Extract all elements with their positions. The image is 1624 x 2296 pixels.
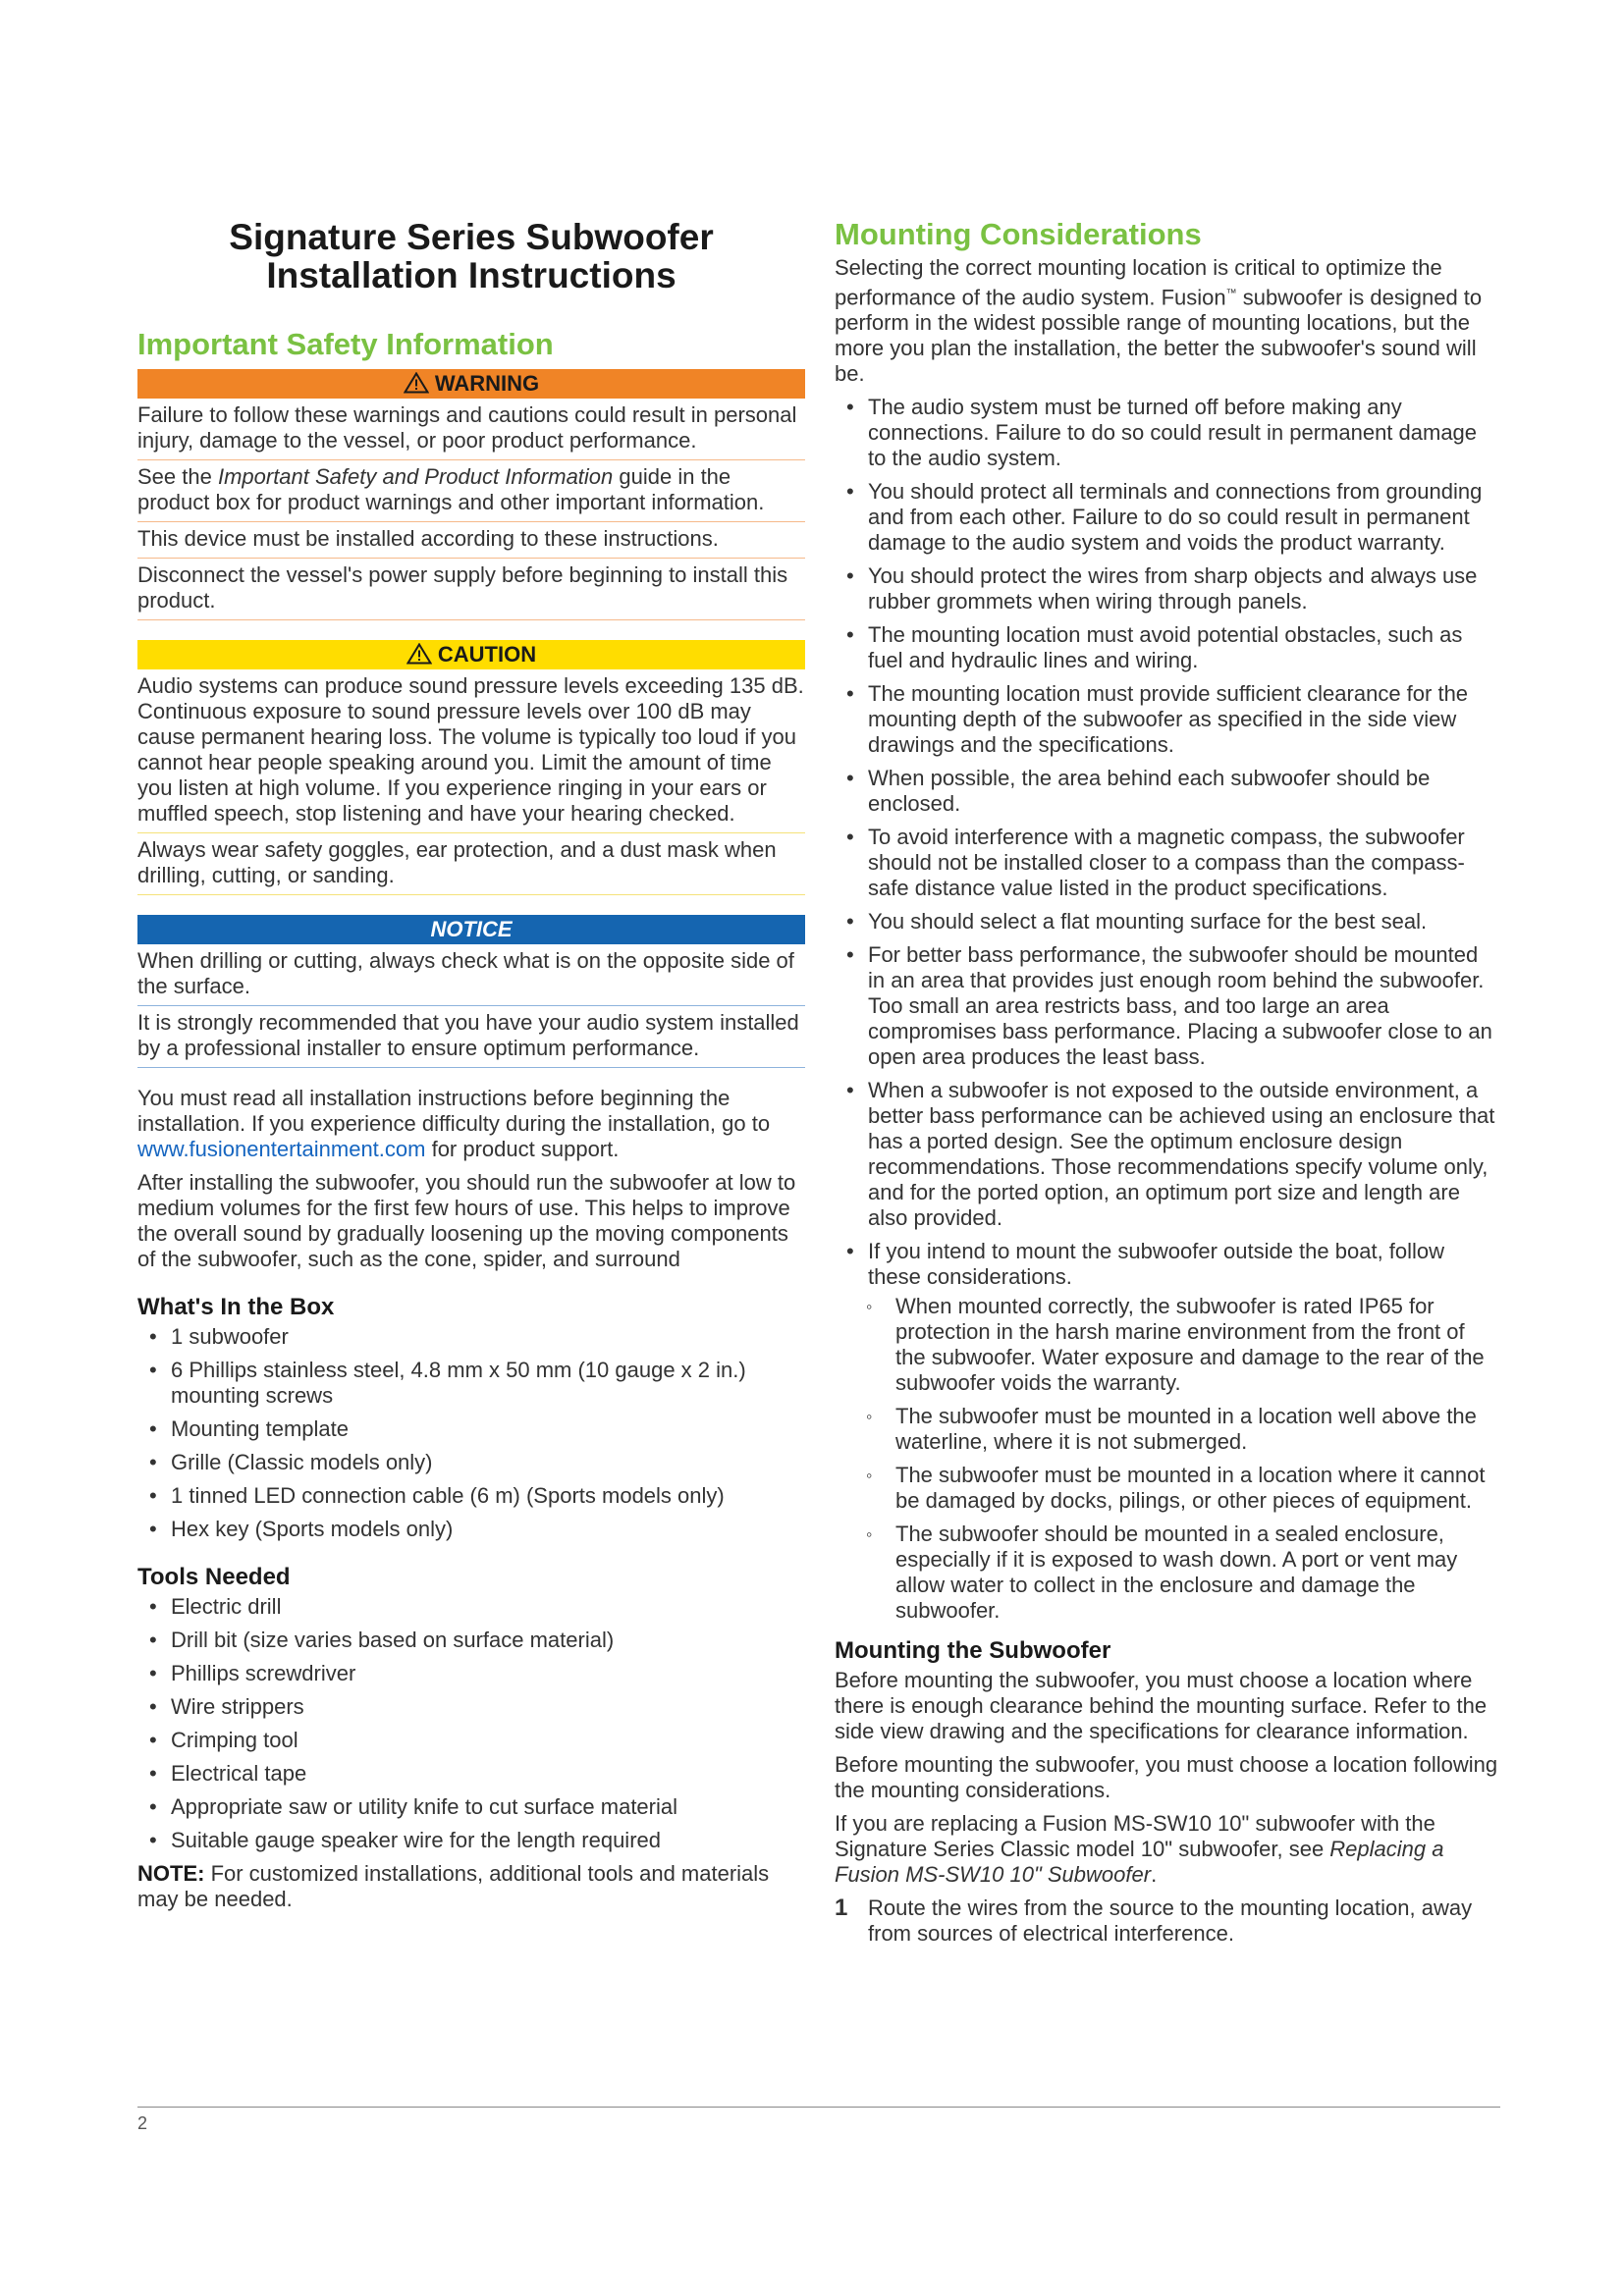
replacement-paragraph: If you are replacing a Fusion MS-SW10 10" subwoofer with the Signature Series Classic model 10" subwoofer, see Replacing a Fusion MS-SW10 10" Subwoofer.	[835, 1811, 1444, 1888]
tools-heading: Tools Needed	[137, 1564, 291, 1590]
caution-triangle-icon	[406, 643, 432, 665]
list-item: • Appropriate saw or utility knife to cut surface material	[149, 1794, 678, 1819]
right-column	[835, 218, 1500, 1947]
notice-block	[137, 915, 805, 1068]
caution-block	[137, 640, 805, 895]
notice-banner: NOTICE	[137, 915, 805, 944]
guide-prefix: See the	[137, 464, 218, 489]
note-label: NOTE:	[137, 1861, 205, 1886]
trademark-symbol: ™	[1225, 288, 1237, 299]
warning-triangle-icon	[404, 372, 429, 394]
list-item: • When possible, the area behind each subwoofer should be enclosed.	[846, 766, 1431, 817]
guide-title: Important Safety and Product Information	[217, 464, 614, 489]
tools-list	[137, 1594, 805, 1853]
caution-label: CAUTION	[437, 642, 537, 667]
list-item: • The audio system must be turned off before making any connections. Failure to do so could result in permanent damage to the audio system.	[846, 395, 1478, 471]
list-item: • Crimping tool	[149, 1728, 298, 1752]
list-item: • 1 tinned LED connection cable (6 m) (Sports models only)	[149, 1483, 725, 1508]
caution-banner	[137, 640, 805, 669]
warning-label: WARNING	[434, 371, 540, 396]
left-column	[137, 218, 805, 1920]
warning-item: This device must be installed according to these instructions.	[137, 522, 805, 559]
break-in-paragraph: After installing the subwoofer, you should run the subwoofer at low to medium volumes for the first few hours of use. This helps to improve the overall sound by gradually loosening up the moving components of the subwoofer, such as the cone, spider, and surround	[137, 1170, 796, 1271]
warning-item: Failure to follow these warnings and cautions could result in personal injury, damage to the vessel, or poor product performance.	[137, 399, 805, 460]
mounting-intro: Selecting the correct mounting location is critical to optimize the performance of the audio system. Fusion™ subwoofer is designed to perform in the widest possible range of mounting locations, but the more you plan the installation, the better the subwoofer's sound will be.	[835, 255, 1483, 387]
list-item: • Wire strippers	[149, 1694, 304, 1719]
list-item: • 6 Phillips stainless steel, 4.8 mm x 50 mm (10 gauge x 2 in.) mounting screws	[149, 1358, 746, 1408]
warning-item: Disconnect the vessel's power supply before beginning to install this product.	[137, 559, 805, 620]
warning-item-guide	[137, 460, 805, 522]
sub-list-item: ◦ The subwoofer should be mounted in a sealed enclosure, especially if it is exposed to wash down. A port or vent may allow water to collect in the enclosure and damage the subwoofer.	[866, 1522, 1458, 1624]
list-item: • Electric drill	[149, 1594, 282, 1619]
mounting-considerations-list	[835, 395, 1500, 1624]
list-item: • The mounting location must provide sufficient clearance for the mounting depth of the subwoofer as specified in the side view drawings and the specifications.	[846, 681, 1469, 758]
warning-banner	[137, 369, 805, 399]
notice-item: It is strongly recommended that you have your audio system installed by a professional installer to ensure optimum performance.	[137, 1006, 805, 1068]
mounting-paragraph: Before mounting the subwoofer, you must choose a location where there is enough clearance behind the mounting surface. Refer to the side view drawing and the specifications for clearance information.	[835, 1668, 1488, 1744]
read-instructions-paragraph	[137, 1086, 805, 1162]
outside-considerations-list	[835, 1294, 1500, 1624]
list-item: • 1 subwoofer	[149, 1324, 289, 1349]
list-item: • To avoid interference with a magnetic compass, the subwoofer should not be installed closer to a compass than the compass-safe distance value listed in the product specifications.	[846, 825, 1465, 901]
tools-note	[137, 1861, 805, 1912]
sub-list-item: ◦ When mounted correctly, the subwoofer is rated IP65 for protection in the harsh marine environment from the front of the subwoofer. Water exposure and damage to the rear of the subwoofer voids the warranty.	[866, 1294, 1485, 1396]
list-item: • When a subwoofer is not exposed to the outside environment, a better bass performance can be achieved using an enclosure that has a ported design. See the optimum enclosure design recommendations. Those recommendations specify volume only, and for the ported option, an optimum port size and length are also provided.	[846, 1078, 1495, 1231]
list-item: • For better bass performance, the subwoofer should be mounted in an area that provides just enough room behind the subwoofer. Too small an area restricts bass, and too large an area compromises bass performance. Placing a subwoofer close to an open area produces the least bass.	[846, 942, 1492, 1070]
list-item: • Phillips screwdriver	[149, 1661, 356, 1685]
list-item: • Mounting template	[149, 1416, 349, 1441]
step-text: Route the wires from the source to the mounting location, away from sources of electrical interference.	[868, 1896, 1473, 1947]
title-line-1: Signature Series Subwoofer	[229, 217, 714, 257]
caution-item: Audio systems can produce sound pressure levels exceeding 135 dB. Continuous exposure to sound pressure levels over 100 dB may cause permanent hearing loss. The volume is typically too loud if you cannot hear people speaking around you. Limit the amount of time you listen at high volume. If you experience ringing in your ears or muffled speech, stop listening and have your hearing checked.	[137, 669, 805, 833]
list-item: • Grille (Classic models only)	[149, 1450, 433, 1474]
list-item: • Suitable gauge speaker wire for the length required	[149, 1828, 661, 1852]
list-item: • Hex key (Sports models only)	[149, 1517, 454, 1541]
mounting-considerations-heading: Mounting Considerations	[835, 217, 1202, 251]
box-list	[137, 1324, 805, 1542]
notice-item: When drilling or cutting, always check what is on the opposite side of the surface.	[137, 944, 805, 1006]
mounting-subwoofer-heading: Mounting the Subwoofer	[835, 1637, 1111, 1665]
guide-suffix: guide in the product box for product warnings and other important information.	[137, 464, 765, 514]
list-item: • You should select a flat mounting surface for the best seal.	[846, 909, 1428, 934]
read-suffix: for product support.	[425, 1137, 620, 1161]
sub-list-item: ◦ The subwoofer must be mounted in a location where it cannot be damaged by docks, pilings, or other pieces of equipment.	[866, 1463, 1486, 1514]
box-heading: What's In the Box	[137, 1294, 335, 1320]
step-1	[835, 1896, 1500, 1947]
document-title	[137, 218, 805, 294]
support-link[interactable]: www.fusionentertainment.com	[137, 1137, 426, 1161]
page-number: 2	[137, 2113, 148, 2133]
safety-heading: Important Safety Information	[137, 327, 554, 361]
list-item: • You should protect the wires from sharp objects and always use rubber grommets when wiring through panels.	[846, 563, 1478, 614]
list-item: • Electrical tape	[149, 1761, 307, 1786]
sub-list-item: ◦ The subwoofer must be mounted in a location well above the waterline, where it is not submerged.	[866, 1404, 1477, 1455]
footer-divider	[137, 2107, 1500, 2108]
note-text: For customized installations, additional tools and materials may be needed.	[137, 1861, 770, 1911]
warning-block	[137, 369, 805, 620]
caution-item: Always wear safety goggles, ear protection, and a dust mask when drilling, cutting, or sanding.	[137, 833, 805, 895]
list-item: • You should protect all terminals and connections from grounding and from each other. Failure to do so could result in permanent damage to the audio system and voids the product warranty.	[846, 479, 1483, 556]
mounting-paragraph: Before mounting the subwoofer, you must choose a location following the mounting considerations.	[835, 1752, 1498, 1803]
read-prefix: You must read all installation instructions before beginning the installation. If you experience difficulty during the installation, go to	[137, 1086, 771, 1136]
step-number: 1	[835, 1895, 848, 1922]
title-line-2: Installation Instructions	[266, 255, 677, 295]
list-item: • If you intend to mount the subwoofer outside the boat, follow these considerations. ◦ When mounted correctly, the subwoofer is rated IP65 for protection in the harsh marine environment from the front of the subwoofer. Water exposure and damage to the rear of the subwoofer voids the warranty. ◦ The subwoofer must be mounted in a location well above the waterline, where it is not submerged. ◦ The subwoofer must be mounted in a location where it cannot be damaged by docks, pilings, or other pieces of equipment. ◦ The subwoofer should be mounted in a sealed enclosure, especially if it is exposed to wash down. A port or vent may allow water to collect in the enclosure and damage the subwoofer.	[835, 1239, 1500, 1624]
cross-reference: Replacing a Fusion MS-SW10 10" Subwoofer	[835, 1837, 1444, 1888]
list-item: • Drill bit (size varies based on surface material)	[149, 1628, 615, 1652]
list-item: • The mounting location must avoid potential obstacles, such as fuel and hydraulic lines and wiring.	[846, 622, 1463, 673]
